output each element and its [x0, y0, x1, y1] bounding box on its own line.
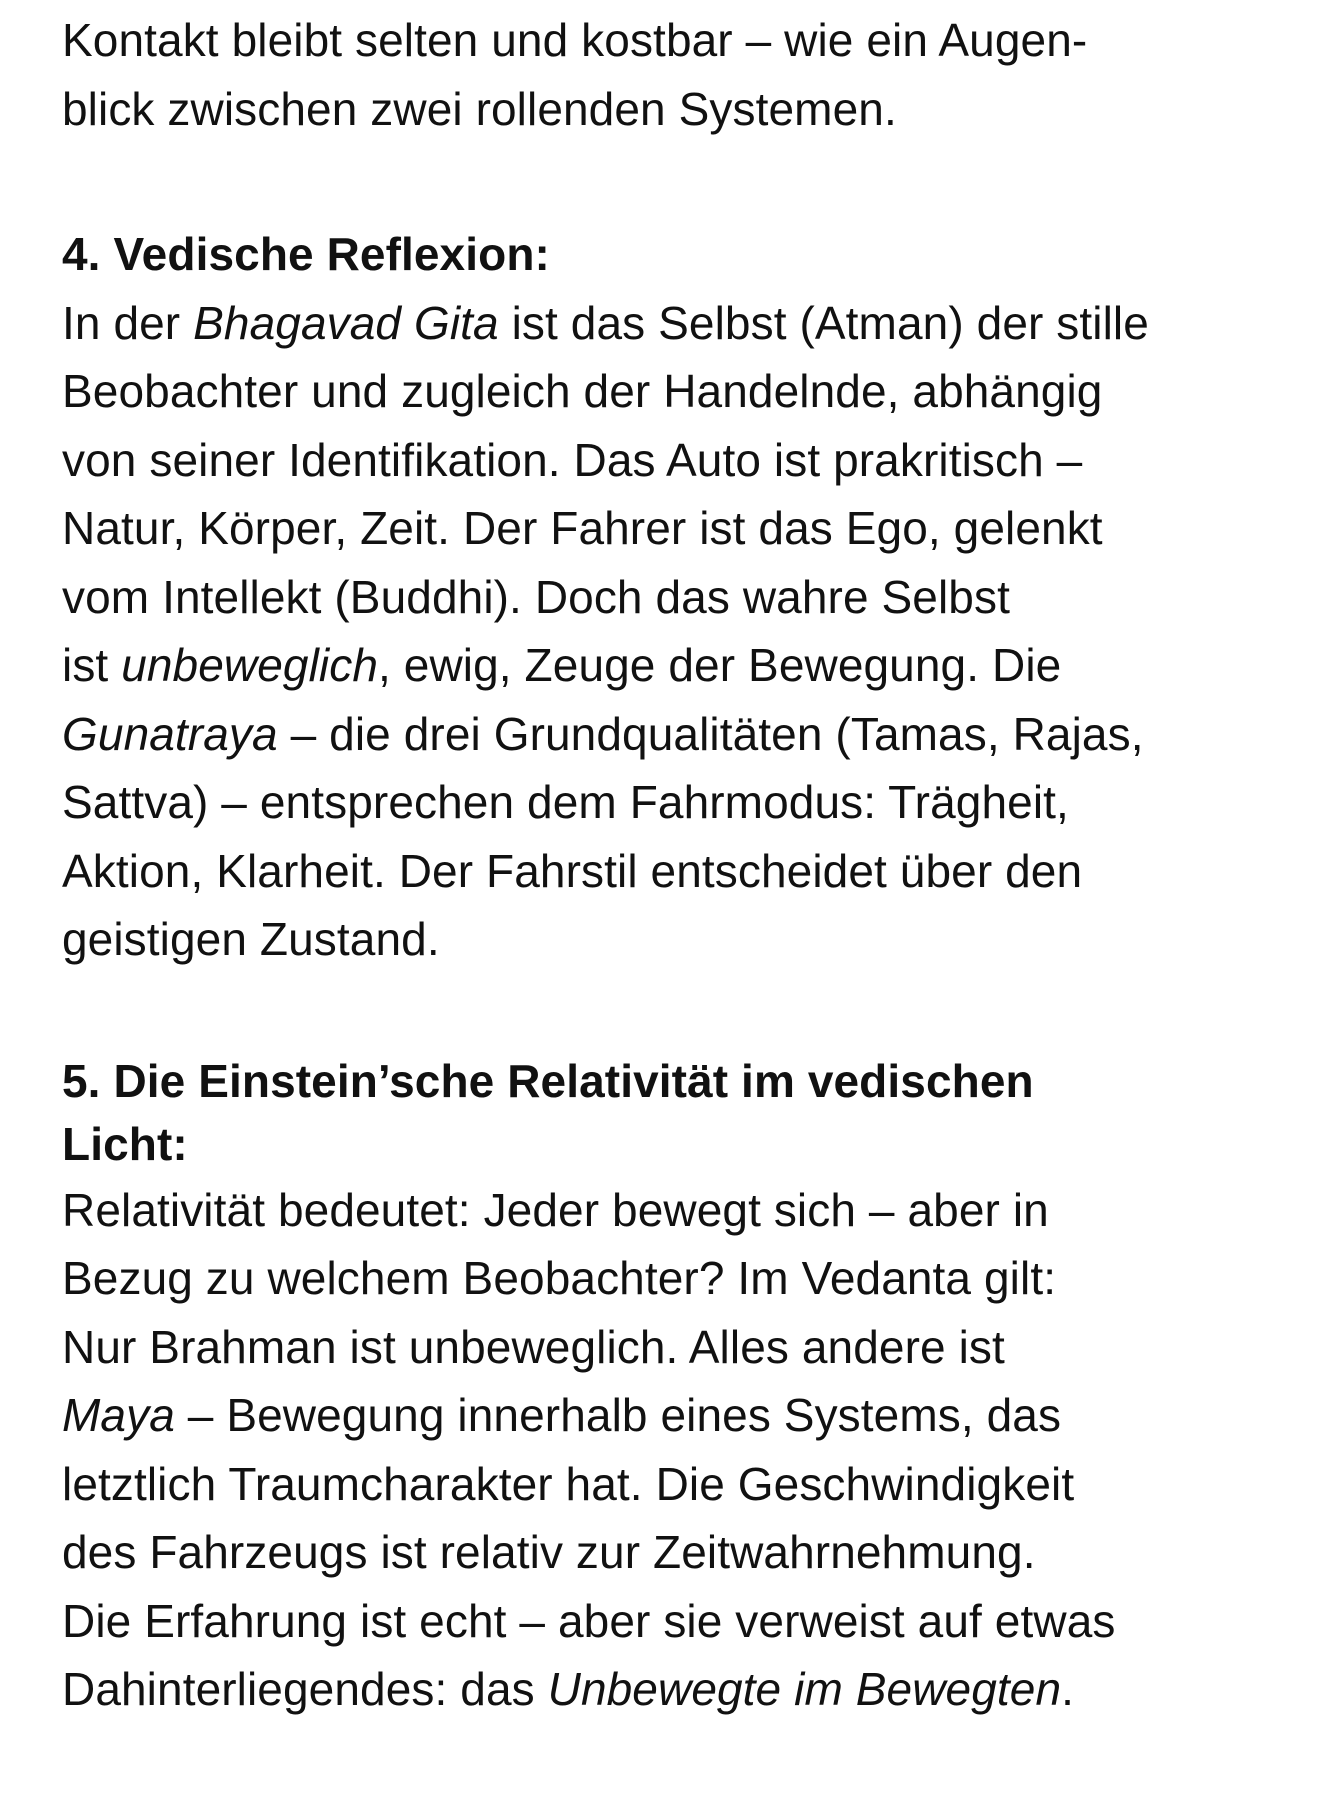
paragraph-spacer [62, 143, 1282, 220]
text-line: von seiner Identifikation. Das Auto ist prakritisch – [62, 433, 1083, 486]
section-vedic-reflection [62, 220, 1282, 974]
text-line: Dahinterliegendes: das Unbewegte im Bewegten. [62, 1663, 1075, 1715]
emphasis-text: Unbewegte im Bewegten [547, 1663, 1062, 1715]
text-line: Natur, Körper, Zeit. Der Fahrer ist das Ego, gelenkt [62, 502, 1103, 554]
emphasis-text: unbeweglich [121, 639, 379, 691]
text-line: Maya – Bewegung innerhalb eines Systems, das [62, 1389, 1062, 1441]
text-line: Nur Brahman ist unbeweglich. Alles andere ist [62, 1320, 1005, 1373]
text-line: Aktion, Klarheit. Der Fahrstil entscheidet über den [62, 844, 1083, 897]
text-line: In der Bhagavad Gita ist das Selbst (Atman) der stille [62, 296, 1149, 349]
text-line: Die Erfahrung ist echt – aber sie verweist auf etwas [62, 1594, 1116, 1647]
text-line: Gunatraya – die drei Grundqualitäten (Tamas, Rajas, [62, 707, 1144, 760]
text-line: vom Intellekt (Buddhi). Doch das wahre Selbst [62, 570, 1010, 623]
text-line: ist unbeweglich, ewig, Zeuge der Bewegung. Die [62, 639, 1062, 691]
emphasis-text: Gunatraya [62, 707, 278, 760]
text-line: blick zwischen zwei rollenden Systemen. [62, 82, 897, 135]
text-line: Sattva) – entsprechen dem Fahrmodus: Trägheit, [62, 776, 1069, 828]
section-heading-continued: Licht: [62, 1117, 188, 1170]
article-body [62, 6, 1282, 1724]
text-line: Relativität bedeutet: Jeder bewegt sich – aber in [62, 1183, 1049, 1236]
text-line: Kontakt bleibt selten und kostbar – wie ein Augen- [62, 14, 1088, 66]
text-line: Beobachter und zugleich der Handelnde, abhängig [62, 365, 1103, 417]
text-line: letztlich Traumcharakter hat. Die Geschwindigkeit [62, 1457, 1075, 1510]
text-line: geistigen Zustand. [62, 913, 440, 965]
section-heading: 5. Die Einstein’sche Relativität im vedischen [62, 1054, 1034, 1107]
text-line: Bezug zu welchem Beobachter? Im Vedanta gilt: [62, 1252, 1057, 1304]
intro-paragraph [62, 6, 1282, 143]
section-heading: 4. Vedische Reflexion: [62, 228, 550, 280]
paragraph-spacer [62, 974, 1282, 1050]
emphasis-text: Maya [62, 1389, 175, 1441]
emphasis-text: Bhagavad Gita [193, 296, 499, 349]
text-line: des Fahrzeugs ist relativ zur Zeitwahrnehmung. [62, 1526, 1036, 1578]
section-einstein-relativity [62, 1050, 1282, 1724]
